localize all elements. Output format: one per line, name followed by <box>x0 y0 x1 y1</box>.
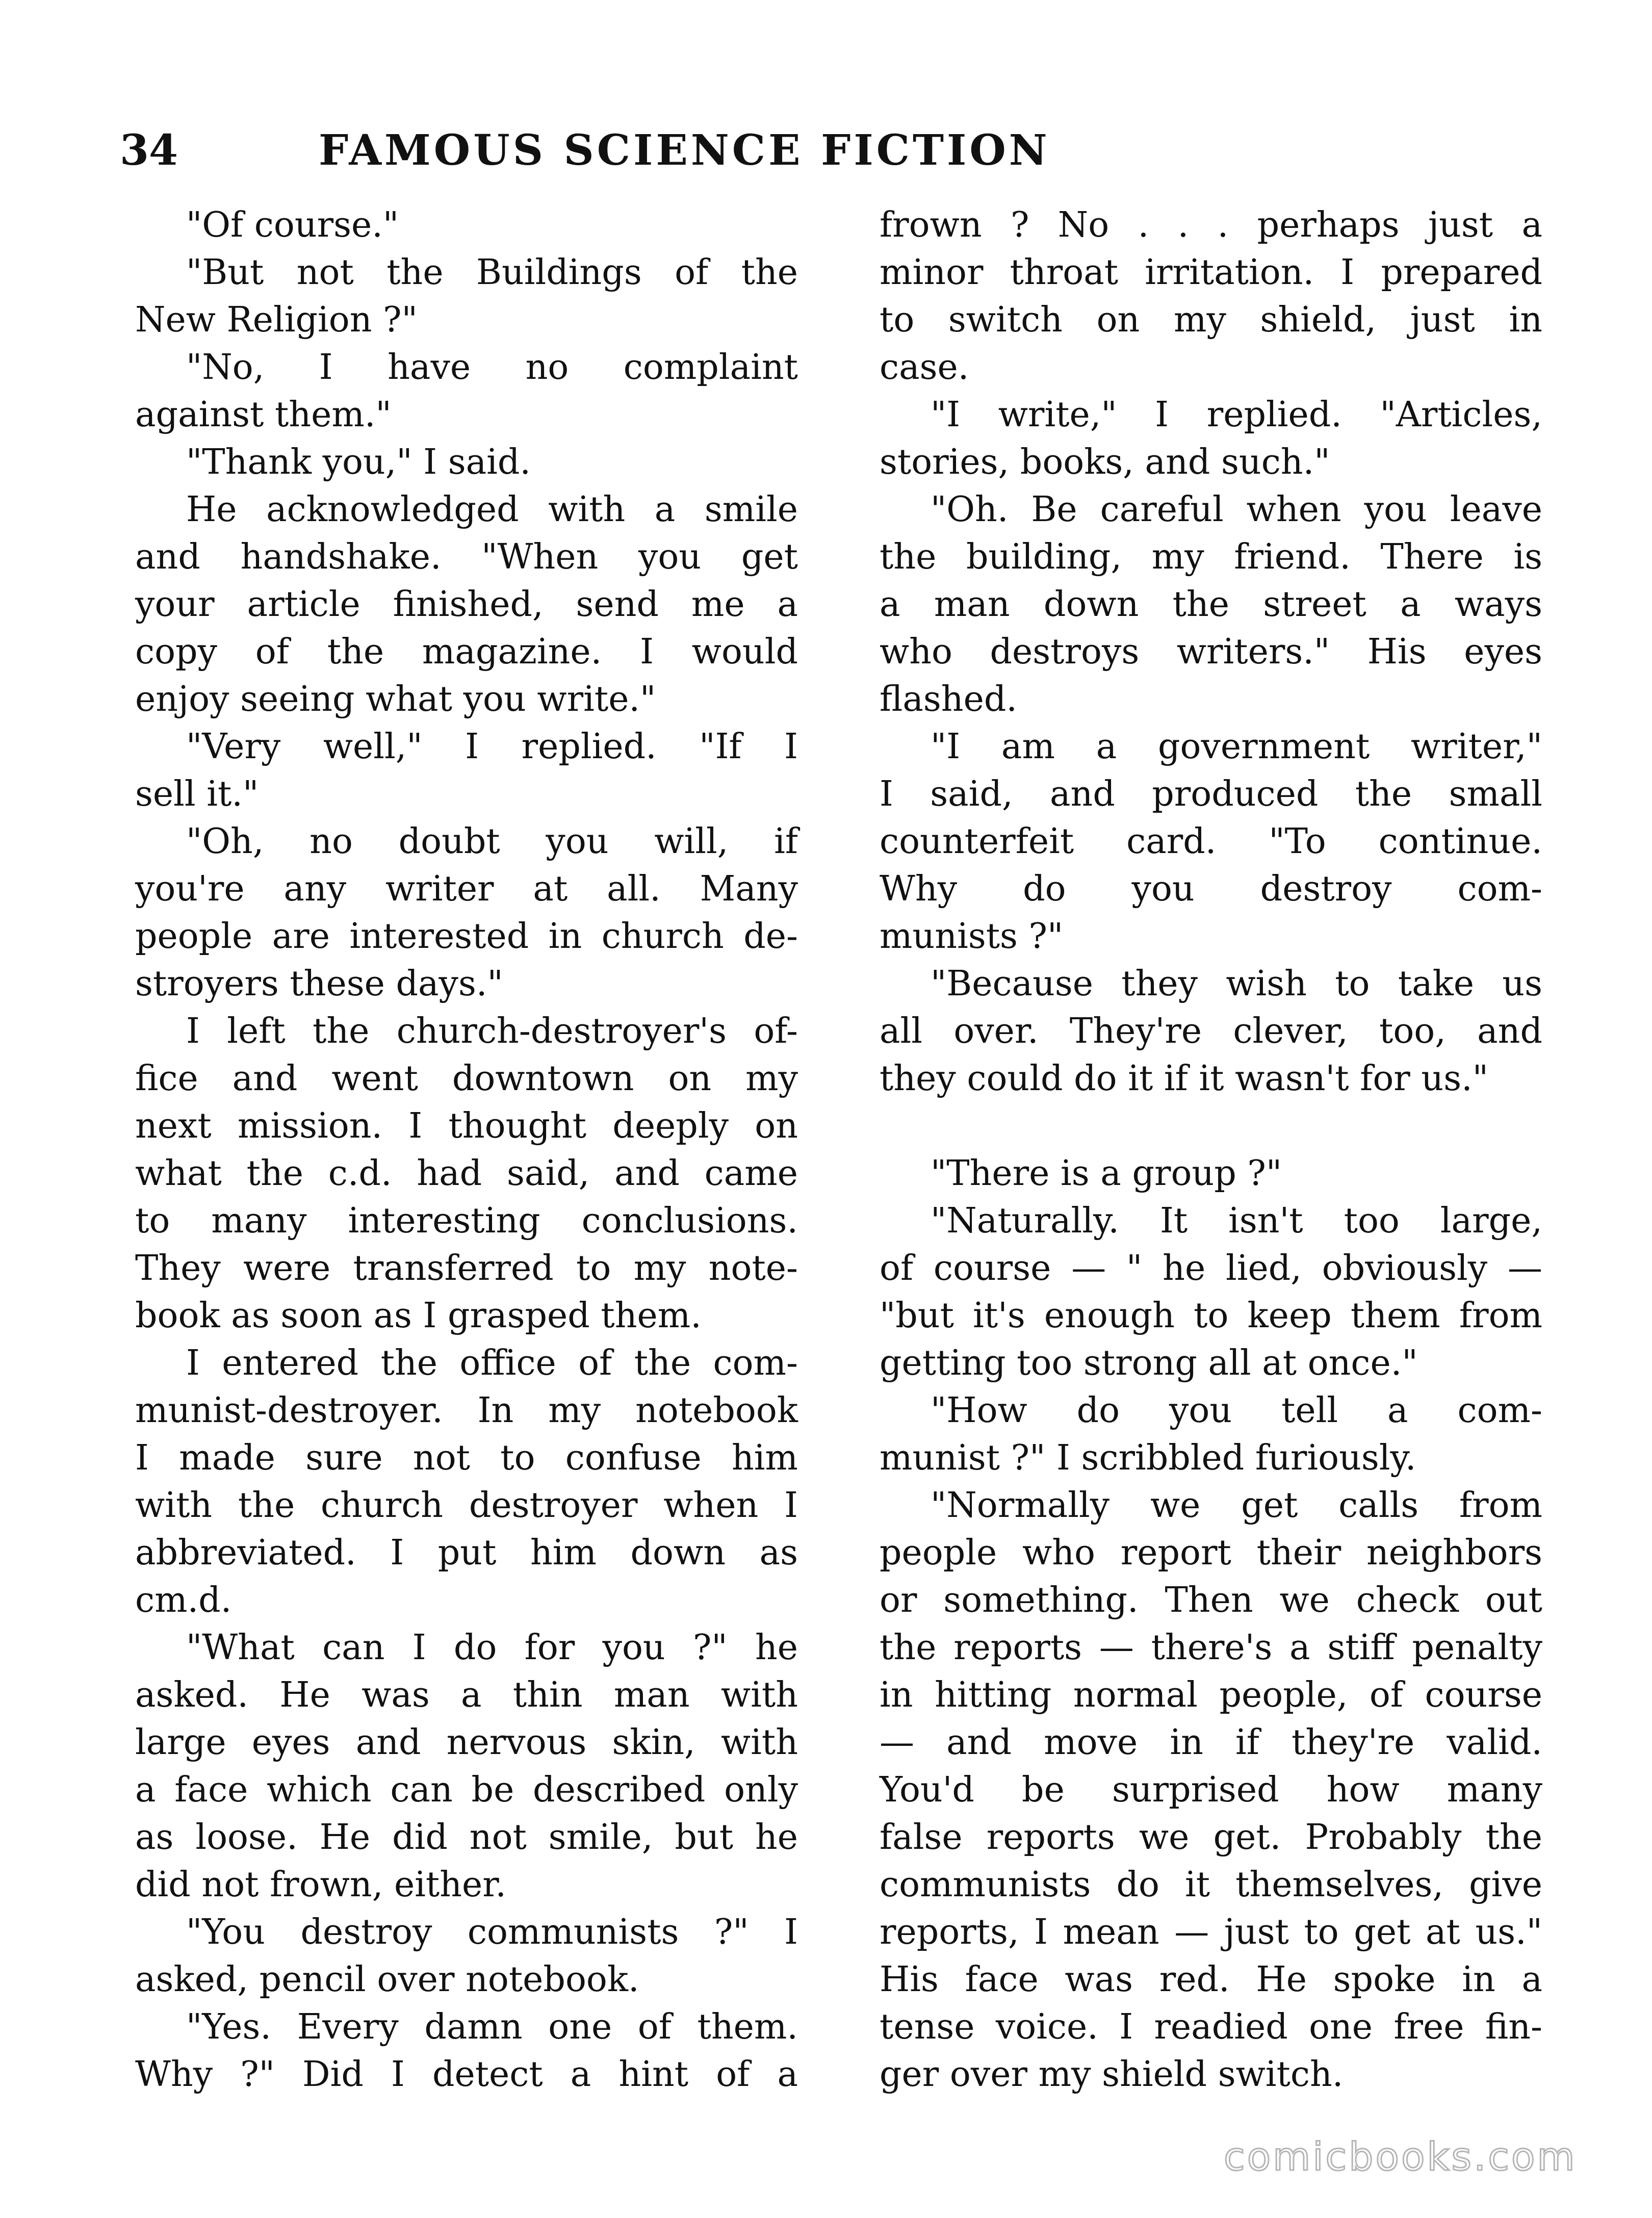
text-line: munist ?" I scribbled furiously. <box>880 1438 1416 1478</box>
text-line: "Thank you," I said. <box>186 442 531 482</box>
text-line: to many interesting conclusions. <box>135 1201 798 1241</box>
text-line: asked, pencil over notebook. <box>135 1959 639 2000</box>
text-line: the reports — there's a stiff penalty <box>880 1628 1542 1668</box>
paragraph-gap <box>880 1102 1542 1150</box>
text-line: a face which can be described only <box>135 1770 798 1810</box>
text-line: copy of the magazine. I would <box>135 632 798 672</box>
watermark: comicbooks.com <box>1224 2134 1577 2179</box>
text-line: large eyes and nervous skin, with <box>135 1722 798 1763</box>
text-line: people who report their neighbors <box>880 1533 1542 1573</box>
text-line: munist-destroyer. In my notebook <box>135 1390 798 1431</box>
text-line: You'd be surprised how many <box>880 1770 1542 1810</box>
text-line: munists ?" <box>880 916 1064 957</box>
text-line: "How do you tell a com- <box>931 1390 1542 1431</box>
text-line: in hitting normal people, of course <box>880 1675 1542 1715</box>
text-line: as loose. He did not smile, but he <box>135 1817 798 1858</box>
text-line: communists do it themselves, give <box>880 1865 1542 1905</box>
text-line: all over. They're clever, too, and <box>880 1011 1542 1051</box>
text-line: stroyers these days." <box>135 964 503 1004</box>
text-line: "I am a government writer," <box>931 727 1542 767</box>
text-line: with the church destroyer when I <box>135 1485 798 1526</box>
text-line: counterfeit card. "To continue. <box>880 821 1542 862</box>
text-line: ger over my shield switch. <box>880 2054 1344 2095</box>
text-line: "No, I have no complaint <box>186 347 798 388</box>
text-line: Why ?" Did I detect a hint of a <box>135 2054 798 2095</box>
text-line: "But not the Buildings of the <box>186 252 798 293</box>
text-line: did not frown, either. <box>135 1865 506 1905</box>
right-text-column <box>880 201 1542 2098</box>
text-line: abbreviated. I put him down as <box>135 1533 798 1573</box>
text-line: "Very well," I replied. "If I <box>186 727 798 767</box>
text-line: — and move in if they're valid. <box>880 1722 1542 1763</box>
text-line: book as soon as I grasped them. <box>135 1296 702 1336</box>
text-line: His face was red. He spoke in a <box>880 1959 1542 2000</box>
text-line: I said, and produced the small <box>880 774 1542 814</box>
page-number: 34 <box>120 126 178 175</box>
text-line: "but it's enough to keep them from <box>880 1296 1542 1336</box>
text-line: Why do you destroy com- <box>880 869 1542 909</box>
text-line: "There is a group ?" <box>931 1153 1282 1194</box>
running-title: FAMOUS SCIENCE FICTION <box>319 126 1050 175</box>
text-line: "Of course." <box>186 205 399 245</box>
text-line: against them." <box>135 395 392 435</box>
text-line: of course — " he lied, obviously — <box>880 1248 1542 1288</box>
text-line: "Oh, no doubt you will, if <box>186 821 798 862</box>
text-line: flashed. <box>880 679 1017 719</box>
text-line: New Religion ?" <box>135 300 418 340</box>
text-line: I left the church-destroyer's of- <box>186 1011 798 1051</box>
page-header <box>120 120 1216 181</box>
text-line: minor throat irritation. I prepared <box>880 252 1542 293</box>
text-line: reports, I mean — just to get at us." <box>880 1912 1542 1952</box>
text-line: people are interested in church de- <box>135 916 798 957</box>
text-line: frown ? No . . . perhaps just a <box>880 205 1542 245</box>
text-line: who destroys writers." His eyes <box>880 632 1542 672</box>
text-line: "You destroy communists ?" I <box>186 1912 798 1952</box>
text-line: sell it." <box>135 774 259 814</box>
text-line: cm.d. <box>135 1580 232 1620</box>
text-line: "I write," I replied. "Articles, <box>931 395 1542 435</box>
text-line: what the c.d. had said, and came <box>135 1153 798 1194</box>
text-line: "Because they wish to take us <box>931 964 1542 1004</box>
text-line: and handshake. "When you get <box>135 537 798 577</box>
text-line: next mission. I thought deeply on <box>135 1106 798 1146</box>
text-line: I entered the office of the com- <box>186 1343 798 1383</box>
text-line: tense voice. I readied one free fin- <box>880 2007 1542 2047</box>
text-line: They were transferred to my note- <box>135 1248 798 1288</box>
text-line: I made sure not to confuse him <box>135 1438 798 1478</box>
text-line: "Normally we get calls from <box>931 1485 1542 1526</box>
text-line: or something. Then we check out <box>880 1580 1542 1620</box>
left-text-column <box>135 201 798 2098</box>
text-line: getting too strong all at once." <box>880 1343 1418 1383</box>
text-line: a man down the street a ways <box>880 584 1542 625</box>
text-line: they could do it if it wasn't for us." <box>880 1059 1488 1099</box>
text-line: "Yes. Every damn one of them. <box>186 2007 798 2047</box>
text-line: to switch on my shield, just in <box>880 300 1542 340</box>
text-line: the building, my friend. There is <box>880 537 1542 577</box>
text-line: you're any writer at all. Many <box>135 869 798 909</box>
text-line: asked. He was a thin man with <box>135 1675 798 1715</box>
text-line: enjoy seeing what you write." <box>135 679 656 719</box>
text-line: your article finished, send me a <box>135 584 798 625</box>
text-line: "Oh. Be careful when you leave <box>931 489 1542 530</box>
text-line: case. <box>880 347 969 388</box>
text-line: "What can I do for you ?" he <box>186 1628 798 1668</box>
text-line: He acknowledged with a smile <box>186 489 798 530</box>
text-line: stories, books, and such." <box>880 442 1330 482</box>
text-line: false reports we get. Probably the <box>880 1817 1542 1858</box>
text-line: fice and went downtown on my <box>135 1059 798 1099</box>
text-line: "Naturally. It isn't too large, <box>931 1201 1542 1241</box>
